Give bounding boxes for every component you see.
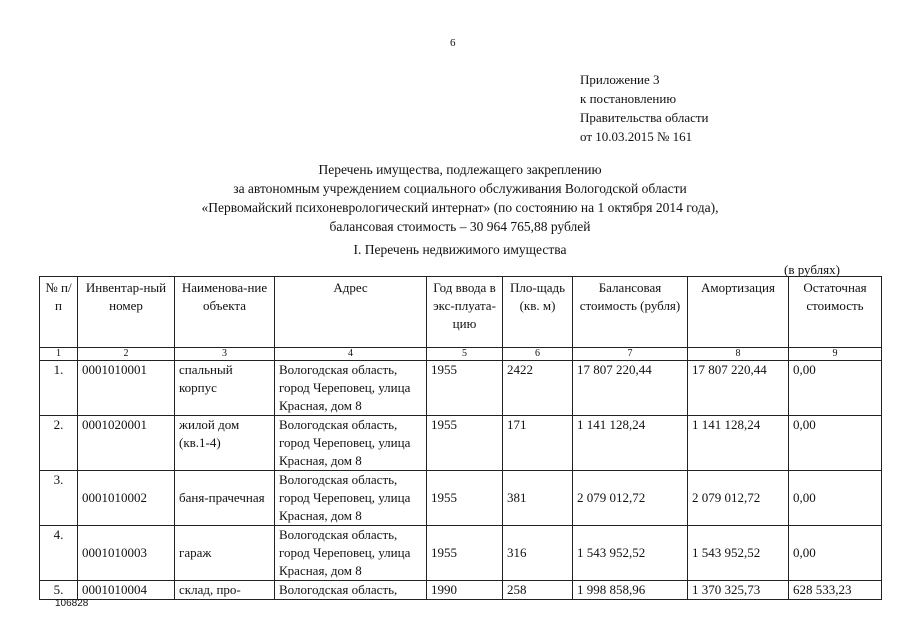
- header-cell: Остаточная стоимость: [789, 277, 882, 348]
- inventory-number: 0001010003: [78, 526, 175, 581]
- column-number: 6: [503, 348, 573, 361]
- row-number: 2.: [40, 416, 78, 471]
- residual-value: 0,00: [789, 471, 882, 526]
- inventory-number: 0001010004: [78, 581, 175, 600]
- residual-value: 628 533,23: [789, 581, 882, 600]
- inventory-number: 0001010002: [78, 471, 175, 526]
- table-row: [40, 361, 882, 416]
- address: Вологодская область,: [275, 581, 427, 600]
- row-number: 4.: [40, 526, 78, 581]
- header-cell: Пло-щадь (кв. м): [503, 277, 573, 348]
- amortization: 17 807 220,44: [688, 361, 789, 416]
- column-number: 1: [40, 348, 78, 361]
- amortization: 1 141 128,24: [688, 416, 789, 471]
- amortization: 1 543 952,52: [688, 526, 789, 581]
- units-note: (в рублях): [784, 262, 840, 277]
- year: 1955: [427, 416, 503, 471]
- header-cell: Наименова-ние объекта: [175, 277, 275, 348]
- header-cell: № п/п: [40, 277, 78, 348]
- column-number: 7: [573, 348, 688, 361]
- inventory-number: 0001020001: [78, 416, 175, 471]
- row-number: 1.: [40, 361, 78, 416]
- year: 1955: [427, 471, 503, 526]
- address: Вологодская область, город Череповец, улица Красная, дом 8: [275, 416, 427, 471]
- object-name: склад, про-: [175, 581, 275, 600]
- title-line: Перечень имущества, подлежащего закреплению: [318, 162, 602, 177]
- balance-value: 1 998 858,96: [573, 581, 688, 600]
- area: 171: [503, 416, 573, 471]
- title-line: за автономным учреждением социального обслуживания Вологодской области: [233, 181, 687, 196]
- header-cell: Амортизация: [688, 277, 789, 348]
- appendix-line: Правительства области: [580, 110, 709, 125]
- table-row: [40, 471, 882, 526]
- appendix-line: к постановлению: [580, 91, 677, 106]
- amortization: 2 079 012,72: [688, 471, 789, 526]
- property-table: [39, 276, 882, 600]
- balance-value: 17 807 220,44: [573, 361, 688, 416]
- balance-value: 2 079 012,72: [573, 471, 688, 526]
- header-cell: Год ввода в экс-плуата-цию: [427, 277, 503, 348]
- header-cell: Балансовая стоимость (рубля): [573, 277, 688, 348]
- table-row: [40, 416, 882, 471]
- residual-value: 0,00: [789, 416, 882, 471]
- area: 2422: [503, 361, 573, 416]
- balance-value: 1 543 952,52: [573, 526, 688, 581]
- header-row: [40, 277, 882, 348]
- row-number: 5.: [40, 581, 78, 600]
- object-name: гараж: [175, 526, 275, 581]
- area: 381: [503, 471, 573, 526]
- appendix-line: от 10.03.2015 № 161: [580, 129, 693, 144]
- table-row: [40, 581, 882, 600]
- balance-value: 1 141 128,24: [573, 416, 688, 471]
- section-title: I. Перечень недвижимого имущества: [353, 242, 567, 257]
- address: Вологодская область, город Череповец, улица Красная, дом 8: [275, 361, 427, 416]
- inventory-number: 0001010001: [78, 361, 175, 416]
- column-number: 5: [427, 348, 503, 361]
- residual-value: 0,00: [789, 361, 882, 416]
- object-name: спальный корпус: [175, 361, 275, 416]
- amortization: 1 370 325,73: [688, 581, 789, 600]
- address: Вологодская область, город Череповец, улица Красная, дом 8: [275, 471, 427, 526]
- appendix-block: [580, 70, 709, 146]
- object-name: жилой дом (кв.1-4): [175, 416, 275, 471]
- column-number: 2: [78, 348, 175, 361]
- object-name: баня-прачечная: [175, 471, 275, 526]
- column-number-row: [40, 348, 882, 361]
- year: 1955: [427, 361, 503, 416]
- page-number: 6: [450, 37, 456, 49]
- header-cell: Инвентар-ный номер: [78, 277, 175, 348]
- column-number: 9: [789, 348, 882, 361]
- title-line: «Первомайский психоневрологический интернат» (по состоянию на 1 октября 2014 года),: [201, 200, 719, 215]
- document-title: [100, 160, 820, 236]
- area: 258: [503, 581, 573, 600]
- column-number: 3: [175, 348, 275, 361]
- residual-value: 0,00: [789, 526, 882, 581]
- year: 1990: [427, 581, 503, 600]
- year: 1955: [427, 526, 503, 581]
- address: Вологодская область, город Череповец, улица Красная, дом 8: [275, 526, 427, 581]
- area: 316: [503, 526, 573, 581]
- footer-code: 106828: [55, 598, 89, 609]
- appendix-line: Приложение 3: [580, 72, 660, 87]
- row-number: 3.: [40, 471, 78, 526]
- column-number: 4: [275, 348, 427, 361]
- header-cell: Адрес: [275, 277, 427, 348]
- column-number: 8: [688, 348, 789, 361]
- table-row: [40, 526, 882, 581]
- title-line: балансовая стоимость – 30 964 765,88 рублей: [329, 219, 591, 234]
